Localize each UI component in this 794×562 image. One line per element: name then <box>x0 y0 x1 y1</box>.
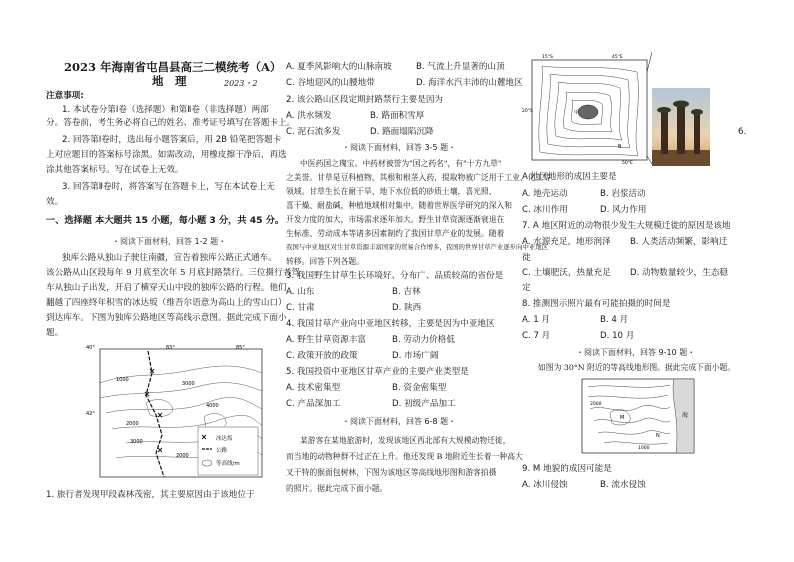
option: B. 岩浆活动 <box>600 189 646 199</box>
option: C. 谷地迎风的山腰地带 <box>286 78 375 88</box>
map-label: 4000 <box>206 403 219 409</box>
option: D. 市场广阔 <box>392 351 439 361</box>
passage-line: 车从独山子出发，开启了横穿天山中段的独库公路的行程。他们 <box>46 283 287 293</box>
passage-line: 领域。甘草生长在耐干旱、地下水位低的砂质土壤，喜光照、 <box>286 187 497 196</box>
map-label: M <box>620 415 625 421</box>
map-label: 85° <box>236 345 245 351</box>
question-9: 9. M 地貌的成因可能是 <box>522 464 612 474</box>
map-label: 40° <box>86 345 95 351</box>
option: A. 洪水频发 <box>286 111 332 121</box>
option: C. 产品深加工 <box>286 399 341 409</box>
passage-line: 到达库车。下图为独库公路地区等高线示意图。据此完成下面小 <box>46 313 287 323</box>
map-label: 83° <box>166 345 175 351</box>
read-instruction: ・阅读下面材料，回答 1-2 题・ <box>112 237 227 246</box>
option: A. 水源充足，地形润泽 <box>522 237 611 247</box>
baobab-photo <box>652 88 710 166</box>
passage-line: 中医药国之瑰宝。中药材被誉为"国之药名"，有"十方九草" <box>300 159 502 168</box>
notice-heading: 注意事项: <box>46 91 84 101</box>
notice-line: 上对应题目的答案标号涂黑。如需改动，用橡皮擦干净后，再选 <box>46 150 287 160</box>
legend-label: 公路 <box>216 448 228 454</box>
exam-title: 2023 年海南省屯昌县高三二模统考（A） <box>64 60 282 74</box>
option: D. 路面塌陷沉降 <box>370 127 434 137</box>
map-label: 海 <box>682 412 689 419</box>
option: A. 山东 <box>286 287 315 297</box>
option: D. 10 月 <box>600 331 635 341</box>
passage-line: 翻越了四座终年积雪的冰达坂（维吾尔语意为高山上的雪山口） <box>46 298 287 308</box>
option-continued: 定 <box>522 283 531 293</box>
option: B. 劳动力价格低 <box>392 335 455 345</box>
option-continued: 徙 <box>522 253 531 263</box>
legend-label: 冰达坂 <box>216 436 233 442</box>
option: D. 初级产品加工 <box>392 399 456 409</box>
question-6: A 地区地形的成因主要是 <box>522 172 617 182</box>
map-label: 1000 <box>116 377 129 383</box>
option: B. 资金密集型 <box>392 383 447 393</box>
passage-line: 而当地的动物种群不过正在上升。他还发现 B 地附近生长着一种高大 <box>286 452 523 461</box>
passage-line: 该公路从山区段每年 9 月底至次年 5 月底封路禁行。三位摄行者驾 <box>46 268 300 278</box>
notice-line: 分。答卷前，考生务必将自己的姓名、准考证号填写在答题卡上。 <box>46 118 296 128</box>
option: D. 陕西 <box>392 303 422 313</box>
read-instruction: ・阅读下面材料，回答 6-8 题・ <box>342 417 457 426</box>
passage-line: 我国与中亚地区对生甘草资源丰富国家的贸易合作增多，我国的世界甘草产业逐步向中亚地区 <box>286 243 549 251</box>
passage-line: 转移。回答下列各题。 <box>286 257 364 266</box>
notice-line: 涂其他答案标号。写在试卷上无效。 <box>46 165 184 175</box>
option: A. 1 月 <box>522 315 550 325</box>
duku-highway-contour-map <box>86 343 268 483</box>
question-4: 4. 我国甘草产业向中亚地区转移，主要是因为中亚地区 <box>286 319 495 329</box>
option: B. 人类活动频繁，影响迁 <box>630 237 728 247</box>
map-label: 甲 <box>574 110 580 116</box>
question-1: 1. 旅行者发现甲段森林茂密，其主要原因由于该地位于 <box>46 490 255 500</box>
option: B. 流水侵蚀 <box>600 480 646 490</box>
map-label: 50°E <box>622 161 633 164</box>
option: C. 甘肃 <box>286 303 315 313</box>
map-label: 45°E <box>612 55 623 60</box>
section-heading: 一、选择题 本大题共 15 小题，每小题 3 分，共 45 分。 <box>46 215 285 226</box>
map-label: 1000 <box>638 446 650 451</box>
notice-line: 效。 <box>46 197 64 207</box>
exam-date: 2023・2 <box>224 79 258 88</box>
option: D. 动物数量较少，生态稳 <box>630 268 729 278</box>
question-5: 5. 我国投资中亚地区甘草产业的主要产业类型是 <box>286 367 469 377</box>
option: C. 7 月 <box>522 331 551 341</box>
option: A. 冰川侵蚀 <box>522 480 568 490</box>
option: C. 土壤肥沃，热量充足 <box>522 268 611 278</box>
passage-line: 某游客在某地旅游时，发现该地区西北部有大规模动物迁徙， <box>300 436 511 445</box>
passage-line: 喜干燥、耐盐碱，种植地域相对集中。随着世界医学研究的深入和 <box>286 201 513 210</box>
option: B. 气流上升显著的山顶 <box>416 62 505 72</box>
map-label: 2000 <box>126 421 139 427</box>
question-3: 3. 我国野生甘草生长环境好、分布广、品质较高的省份是 <box>286 271 504 281</box>
option: C. 冰川作用 <box>522 205 568 215</box>
passage-line: 开发力度的加大，市场需求逐年加大。野生甘草资源逐渐衰退在 <box>286 215 505 224</box>
map-label: 3000 <box>130 439 143 445</box>
contour-map-30n <box>580 377 696 455</box>
notice-line: 1. 本试卷分第Ⅰ卷（选择题）和第Ⅱ卷（非选择题）两部 <box>62 105 269 115</box>
madagascar-contour-map <box>522 52 652 164</box>
map-label: 2000 <box>590 402 602 407</box>
subject-title: 地 理 <box>152 74 187 88</box>
map-label: 15°S <box>542 55 553 60</box>
question-7: 7. A 地区附近的动物很少发生大规模迁徙的原因是该地 <box>522 221 731 231</box>
question-2: 2. 该公路山区段定期封路禁行主要是因为 <box>286 95 444 105</box>
legend-label: 等高线/m <box>216 461 240 467</box>
map-label: 3000 <box>182 381 195 387</box>
option: B. 4 月 <box>600 315 629 325</box>
option: A. 野生甘草资源丰富 <box>286 335 366 345</box>
passage-line: 生标准、劳动成本等诸多因素制约了我国甘草产业的发展。随着 <box>286 229 505 238</box>
map-label: 20°S <box>522 109 533 114</box>
map-label: 2000 <box>176 453 189 459</box>
option: A. 夏季风影响大的山脉南坡 <box>286 62 392 72</box>
notice-line: 2. 回答第Ⅰ卷时，选出每小题答案后，用 2B 铅笔把答题卡 <box>62 135 282 145</box>
passage-line: 叉干特的猴面包树林，下图为该地区等高线地形图和游客拍摄 <box>286 468 497 477</box>
option: C. 政策开放的政策 <box>286 351 358 361</box>
map-label: B <box>618 144 622 150</box>
option: D. 风力作用 <box>600 205 647 215</box>
passage-line: 之美誉。甘草是豆科植物，其根和根茎入药，提取物被广泛用于工业、化工等 <box>286 173 552 182</box>
map-label: N <box>656 433 660 439</box>
option: B. 路面积雪厚 <box>370 111 425 121</box>
passage-line: 题。 <box>46 328 64 338</box>
option: D. 海洋水汽丰沛的山麓地区 <box>416 78 523 88</box>
passage-line: 如图为 30°N 附近的等高线地形图。据此完成下面小题。 <box>538 363 736 372</box>
read-instruction: ・阅读下面材料，回答 9-10 题・ <box>576 348 696 357</box>
passage-line: 独库公路从独山子驶往南疆，宣告着独库公路正式通车。 <box>62 253 277 263</box>
option: A. 地壳运动 <box>522 189 568 199</box>
read-instruction: ・阅读下面材料，回答 3-5 题・ <box>342 143 457 152</box>
option: C. 泥石流多发 <box>286 127 341 137</box>
map-label: 42° <box>86 411 95 417</box>
passage-line: 的照片。据此完成下面小题。 <box>286 484 388 493</box>
question-8: 8. 推测图示照片最有可能拍摄的时间是 <box>522 299 671 309</box>
option: A. 技术密集型 <box>286 383 341 393</box>
notice-line: 3. 回答第Ⅱ卷时，将答案写在答题卡上，写在本试卷上无 <box>62 182 275 192</box>
option: B. 吉林 <box>392 287 421 297</box>
question-6-number: 6. <box>738 127 747 137</box>
